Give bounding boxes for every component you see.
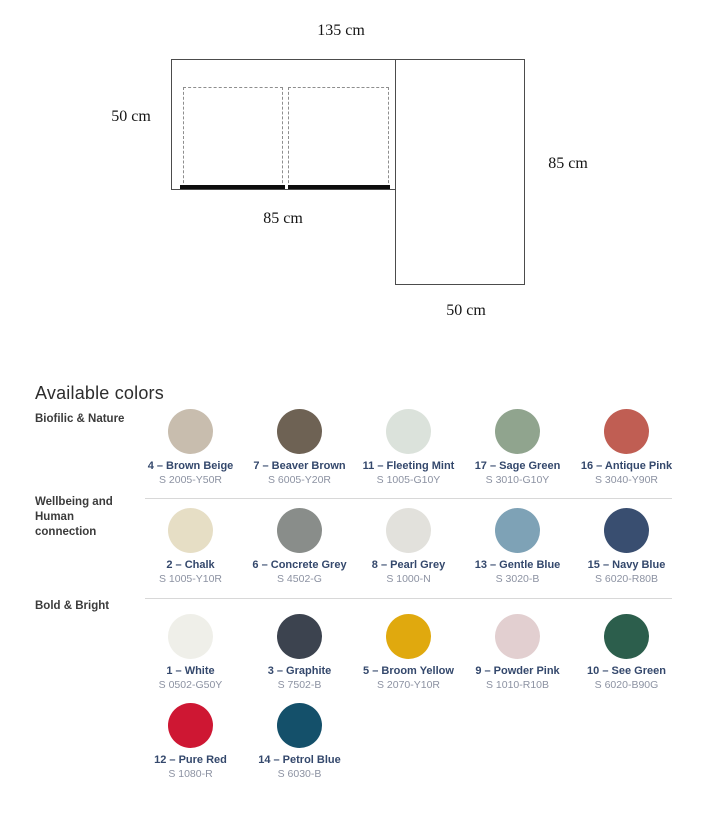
color-swatch xyxy=(356,508,461,585)
dashed-module-right-outline xyxy=(288,87,389,188)
color-name: 11 – Fleeting Mint xyxy=(362,460,455,472)
color-circle xyxy=(277,614,322,659)
color-code: S 1080-R xyxy=(168,768,213,780)
color-name: 16 – Antique Pink xyxy=(580,460,673,472)
color-code: S 1010-R10B xyxy=(485,679,550,691)
color-circle xyxy=(386,614,431,659)
color-swatch xyxy=(247,508,352,585)
colors-section-title: Available colors xyxy=(35,383,164,403)
color-circle xyxy=(495,409,540,454)
color-name: 7 – Beaver Brown xyxy=(253,460,346,472)
side-panel-outline xyxy=(395,59,525,285)
color-circle xyxy=(495,614,540,659)
color-swatch xyxy=(356,614,461,691)
color-name: 5 – Broom Yellow xyxy=(363,665,454,677)
color-group-label-bold: Bold & Bright xyxy=(35,600,110,612)
color-circle xyxy=(168,409,213,454)
color-swatch xyxy=(247,614,352,691)
color-swatch xyxy=(247,703,352,780)
color-swatch xyxy=(465,614,570,691)
swatch-row xyxy=(138,508,683,585)
color-circle xyxy=(386,409,431,454)
color-code: S 3020-B xyxy=(495,573,540,585)
color-code: S 6020-B90G xyxy=(594,679,659,691)
color-circle xyxy=(168,508,213,553)
color-swatch xyxy=(356,409,461,486)
color-swatch xyxy=(247,409,352,486)
group-divider xyxy=(145,498,672,499)
color-name: 4 – Brown Beige xyxy=(147,460,234,472)
color-code: S 1000-N xyxy=(386,573,431,585)
color-swatch xyxy=(138,409,243,486)
color-circle xyxy=(604,508,649,553)
color-circle xyxy=(168,703,213,748)
color-swatch xyxy=(138,703,243,780)
color-name: 2 – Chalk xyxy=(166,559,215,571)
color-circle xyxy=(604,409,649,454)
color-code: S 4502-G xyxy=(277,573,322,585)
color-circle xyxy=(277,409,322,454)
color-circle xyxy=(168,614,213,659)
color-name: 15 – Navy Blue xyxy=(587,559,666,571)
color-swatch xyxy=(138,614,243,691)
thick-edge-left-bar xyxy=(180,185,285,189)
color-code: S 6020-R80B xyxy=(594,573,659,585)
color-code: S 7502-B xyxy=(277,679,322,691)
color-code: S 0502-G50Y xyxy=(158,679,223,691)
color-code: S 3040-Y90R xyxy=(594,474,659,486)
swatch-row xyxy=(138,703,683,780)
color-name: 6 – Concrete Grey xyxy=(252,559,347,571)
group-divider xyxy=(145,598,672,599)
color-swatch xyxy=(465,409,570,486)
color-code: S 6005-Y20R xyxy=(267,474,332,486)
color-code: S 2070-Y10R xyxy=(376,679,441,691)
color-code: S 1005-Y10R xyxy=(158,573,223,585)
color-circle xyxy=(495,508,540,553)
color-group-label-biofilic: Biofilic & Nature xyxy=(35,413,125,425)
swatch-row xyxy=(138,614,683,691)
dimension-label-bottom: 85 cm xyxy=(263,210,303,227)
color-swatch xyxy=(574,508,679,585)
color-name: 1 – White xyxy=(166,665,215,677)
color-group-label-wellbeing: Wellbeing and Human connection xyxy=(35,496,113,538)
color-name: 10 – See Green xyxy=(587,665,666,677)
color-code: S 1005-G10Y xyxy=(376,474,441,486)
thick-edge-right-bar xyxy=(288,185,390,189)
color-code: S 2005-Y50R xyxy=(158,474,223,486)
dimension-label-bottom-right: 50 cm xyxy=(446,302,486,319)
color-swatch xyxy=(138,508,243,585)
color-swatch xyxy=(574,409,679,486)
color-code: S 3010-G10Y xyxy=(485,474,550,486)
color-name: 8 – Pearl Grey xyxy=(371,559,446,571)
color-code: S 6030-B xyxy=(277,768,322,780)
color-swatch xyxy=(465,508,570,585)
color-swatch xyxy=(574,614,679,691)
color-name: 17 – Sage Green xyxy=(474,460,561,472)
color-name: 9 – Powder Pink xyxy=(475,665,560,677)
color-name: 14 – Petrol Blue xyxy=(258,754,341,766)
color-circle xyxy=(604,614,649,659)
dimension-label-right: 85 cm xyxy=(548,155,588,172)
color-circle xyxy=(277,508,322,553)
color-circle xyxy=(386,508,431,553)
color-name: 12 – Pure Red xyxy=(154,754,227,766)
dimension-label-left: 50 cm xyxy=(111,108,151,125)
color-circle xyxy=(277,703,322,748)
color-name: 3 – Graphite xyxy=(267,665,332,677)
dimension-label-top: 135 cm xyxy=(317,22,365,39)
dashed-module-left-outline xyxy=(183,87,283,188)
swatch-row xyxy=(138,409,683,486)
color-name: 13 – Gentle Blue xyxy=(474,559,561,571)
